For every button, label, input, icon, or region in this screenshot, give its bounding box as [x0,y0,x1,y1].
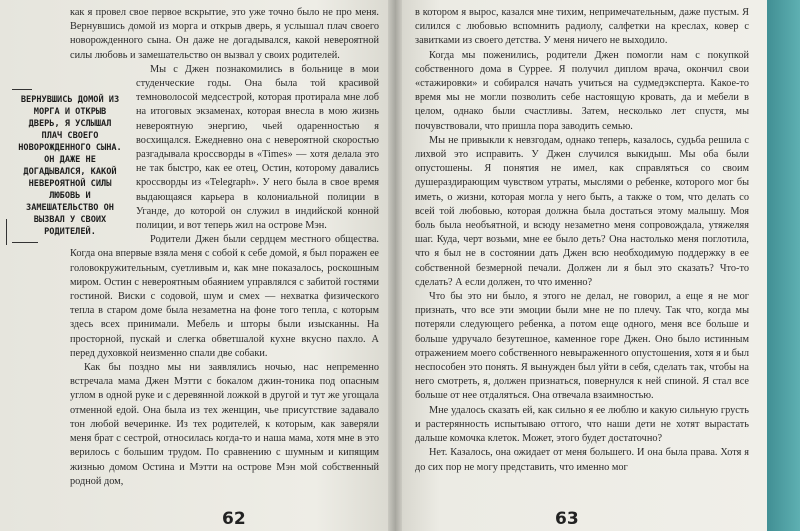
paragraph: Мы с Джен познакомились в больнице в мои студенческие годы. Она была той красивой темноволосой медсестрой, которая протирала мне лоб на итоговых экзаменах, которая внесла в мою жизнь невероятную энергию, чьей одаренностью я восхищался. Ежедневно она с невероятной скоростью разгадывала кроссворды в «Times» — хотя делала это не так быстро, как ее отец, Остин, которому давались кроссворды из «Telegraph». У него была в свое время выдающаяся карьера в колониальной полиции в Уганде, до которой он служил в индийской конной полиции, и вот теперь жил на острове Мэн. [136,63,379,232]
quote-bracket [6,219,7,245]
book-gutter [388,0,402,531]
quote-rule-bottom [12,242,38,243]
paragraph: Как бы поздно мы ни заявлялись ночью, нас непременно встречала мама Джен Мэтти с бокалом джин-тоника под опасным углом в одной руке и с деревянной ложкой в другой и тут же угощала отменной едой. Она была из тех женщин, чье присутствие задавало тон любой вечеринке. Из тех родителей, к которым, как заверяли меня брат с сестрой, относилась когда-то и наша мама, хотя мне в это верилось с большим трудом. По сравнению с шумным и кипящим жизнью домом Остина и Мэтти на острове Мэн мой собственный родной дом, [70,362,379,487]
book-cover-edge [762,0,800,531]
left-page [0,0,395,531]
paragraph: в котором я вырос, казался мне тихим, непримечательным, даже пустым. Я силился с любовью вспомнить радиолу, салфетки на креслах, ковер с завитками из своего детства. У меня ничего не выходило. [415,7,749,47]
page-number: 62 [222,509,246,529]
paragraph: Нет. Казалось, она ожидает от меня большего. И она была права. Хотя я до сих пор не могу представить, что именно мог [415,447,749,473]
paragraph: Мне удалось сказать ей, как сильно я ее люблю и какую сильную грусть и растерянность испытываю оттого, что наши дети не хотят вырастать дальше комочка клеток. Может, этого будет достаточно? [415,404,749,445]
paragraph: Когда мы поженились, родители Джен помогли нам с покупкой собственного дома в Суррее. Я получил диплом врача, окончил свои «стажировки» и собирался начать учиться на судмедэксперта. Какое-то время мы не могли позволить себе настоящую кровать, да и мебели в целом, однако были счастливы. Затем, несколько лет спустя, мы почувствовали, что пришла пора заводить семью. [415,49,749,132]
pull-quote [12,89,128,243]
pull-quote-text: ВЕРНУВШИСЬ ДОМОЙ ИЗ МОРГА И ОТКРЫВ ДВЕРЬ, Я УСЛЫШАЛ ПЛАЧ СВОЕГО НОВОРОЖДЕННОГО СЫНА. ОН ДАЖЕ НЕ ДОГАДЫВАЛСЯ, КАКОЙ НЕВЕРОЯТНОЙ СИЛЫ ЛЮБОВЬ И ЗАМЕШАТЕЛЬСТВО ОН ВЫЗВАЛ У СВОИХ РОДИТЕЛЕЙ. [18,94,122,237]
paragraph: Мы не привыкли к невзгодам, однако теперь, казалось, судьба решила с лихвой это исправить. У Джен случился выкидыш. Мы оба были опустошены. Я понятия не имел, как справляться со своим душераздирающим чувством утраты, мыслями о ребенке, которого мог бы иметь, о жизни, которая могла у него быть, а также о том, что делать со всей той любовью, которая должна была достаться этому малышу. Моя боль была необъятной, и всюду незаметно меня сопровождала, утяжеляя шаг. Куда, черт возьми, мне ее было деть? Она настолько меня поглотила, что я был не в состоянии дать Джен всю необходимую поддержку в ее собственной безмерной печали. Должен ли я был это сказать? Что-то сделать? А если должен, то что именно? [415,134,749,288]
page-number: 63 [555,509,579,529]
right-page [395,0,767,531]
left-page-body [18,6,379,489]
paragraph: Что бы это ни было, я этого не делал, не говорил, а еще я не мог признать, что все эти эмоции были мне не по плечу. Так что, когда мы потеряли следующего ребенка, а потом еще одного, меня все больше и больше удручало безутешное, каменное горе Джен. Оно было истинным отражением моего собственного невыраженного опустошения, хотя я и был неспособен это понять. Я вынужден был уйти в себя, сделать так, чтобы на него смотреть, я, должен признаться, повернулся к ней спиной. Я стал все больше от нее отдаляться. Она отвечала взаимностью. [415,291,749,402]
paragraph: как я провел свое первое вскрытие, это уже точно было не про меня. Вернувшись домой из морга и открыв дверь, я услышал плач своего новорожденного сына. Он даже не догадывался, какой невероятной силы любовь и замешательство он вызвал у своих родителей. [70,7,379,61]
quote-rule-top [12,89,32,90]
paragraph: Родители Джен были сердцем местного общества. Когда она впервые взяла меня с собой к себе домой, я был поражен ее головокружительным, суетливым и, как мне показалось, роскошным миром. Остин с невероятным обаянием управлялся с забитой гостями гостиной. Виски с содовой, шум и смех — нехватка физического тепла в старом доме была незаметна на фоне того тепла, с которым здесь всех принимали. Мебель и шторы были изысканны. На просторной, пускай и слегка обветшалой кухне вкусно пахло. А перед духовкой неизменно спали две собаки. [70,234,379,359]
